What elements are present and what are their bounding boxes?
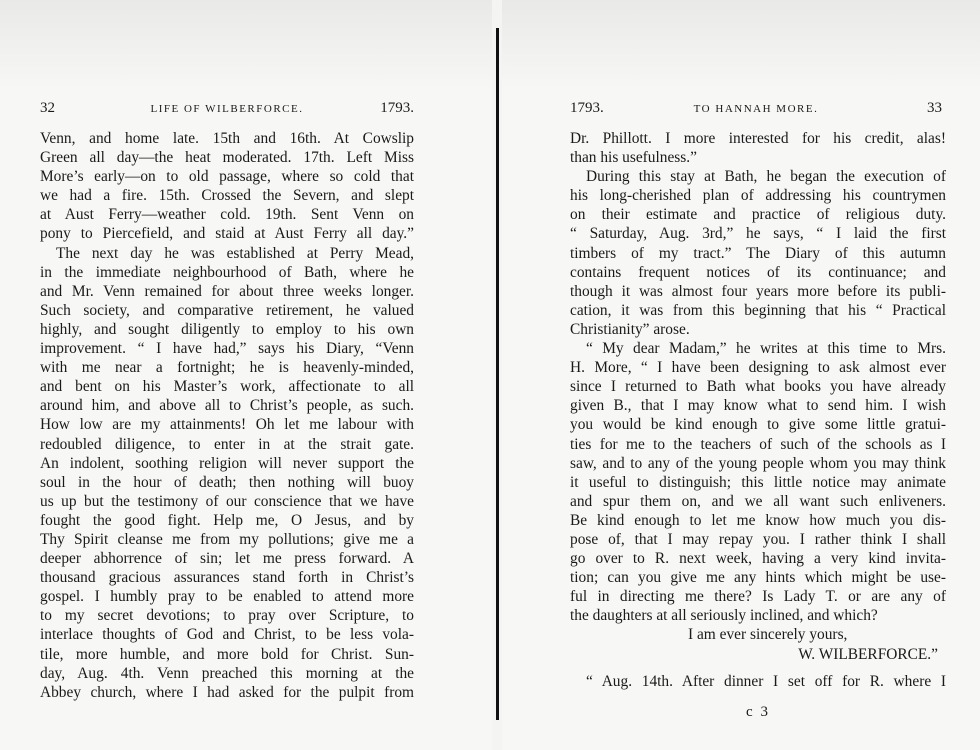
text-line: The next day he was established at Perry Mead, xyxy=(56,244,414,262)
text-line: H. More, “ I have been designing to ask almost ever xyxy=(570,359,946,377)
text-line: Thy Spirit cleanse me from my pollutions; give me a xyxy=(40,530,414,548)
text-line: since I returned to Bath what books you have already xyxy=(570,378,946,396)
text-line: to my secret devotions; to pray over Scripture, to xyxy=(40,607,414,625)
gutter-shadow xyxy=(496,28,499,720)
text-line: thousand gracious assurances stand forth in Christ’s xyxy=(40,569,414,587)
text-line: us up but the testimony of our conscience that we have xyxy=(40,492,414,510)
right-running-head xyxy=(570,99,942,117)
text-line: timbers of my tract.” The Diary of this autumn xyxy=(570,244,946,262)
letter-signature: W. WILBERFORCE.” xyxy=(798,645,938,663)
text-line: cation, it was from this beginning that his “ Practical xyxy=(570,301,946,319)
text-line: improvement. “ I have had,” says his Diary, “Venn xyxy=(40,340,414,358)
text-line: gospel. I humbly pray to be enabled to attend more xyxy=(40,588,414,606)
text-line: “ Saturday, Aug. 3rd,” he says, “ I laid the first xyxy=(570,225,946,243)
text-line: tile, more humble, and more bold for Christ. Sun- xyxy=(40,645,414,663)
running-year: 1793. xyxy=(380,100,414,116)
text-line: fought the good fight. Help me, O Jesus, and by xyxy=(40,511,414,529)
text-line: contains frequent notices of its continuance; and xyxy=(570,263,946,281)
page-shading xyxy=(0,0,492,90)
text-line: his long-cherished plan of addressing his countrymen xyxy=(570,187,946,205)
text-line: ful in directing me there? Is Lady T. or are any of xyxy=(570,588,946,606)
page-number: 32 xyxy=(40,100,55,116)
text-line: soul in the hour of death; then nothing will buoy xyxy=(40,473,414,491)
text-line: than his usefulness.” xyxy=(570,149,697,167)
text-line: redoubled diligence, to enter in at the strait gate. xyxy=(40,435,414,453)
text-line: highly, and sought diligently to employ to his own xyxy=(40,320,414,338)
text-line: saw, and to any of the young people whom you may think xyxy=(570,454,946,472)
text-line: “ My dear Madam,” he writes at this time to Mrs. xyxy=(586,340,946,358)
text-line: Abbey church, where I had asked for the pulpit from xyxy=(40,683,414,701)
text-line: around him, and above all to Christ’s people, as such. xyxy=(40,397,414,415)
book-gutter xyxy=(492,28,502,720)
text-line: ties for me to the teachers of such of the schools as I xyxy=(570,435,946,453)
right-body-text xyxy=(570,129,946,691)
text-line: with me near a fortnight; he is heavenly-minded, xyxy=(40,359,414,377)
text-line: and bent on his Master’s work, affectionate to all xyxy=(40,378,414,396)
text-line: you would be kind enough to give some little gratui- xyxy=(570,416,946,434)
text-line: An indolent, soothing religion will never support the xyxy=(40,454,414,472)
text-line: During this stay at Bath, he began the execution of xyxy=(586,168,946,186)
text-line: at Aust Ferry—weather cold. 19th. Sent Venn on xyxy=(40,206,414,224)
text-line: Christianity” arose. xyxy=(570,320,690,338)
text-line: go over to R. next week, having a very kind invita- xyxy=(570,550,946,568)
left-running-head xyxy=(40,99,414,117)
left-body-text xyxy=(40,129,414,702)
text-line: it useful to distinguish; this little notice may animate xyxy=(570,473,946,491)
text-line: “ Aug. 14th. After dinner I set off for R. where I xyxy=(586,672,946,690)
text-line: we had a fire. 15th. Crossed the Severn, and slept xyxy=(40,187,414,205)
signature-mark: c 3 xyxy=(746,704,770,720)
text-line: tion; can you give me any hints which might be use- xyxy=(570,569,946,587)
text-line: How low are my attainments! Oh let me labour with xyxy=(40,416,414,434)
text-line: interlace thoughts of God and Christ, to be less vola- xyxy=(40,626,414,644)
running-year: 1793. xyxy=(570,100,604,116)
page-shading xyxy=(502,0,980,90)
text-line: and Mr. Venn remained for about three weeks longer. xyxy=(40,282,414,300)
text-line: Venn, and home late. 15th and 16th. At Cowslip xyxy=(40,130,414,147)
text-line: More’s early—on to old passage, where so cold that xyxy=(40,168,414,186)
text-line: pose of, that I may repay you. I rather think I shall xyxy=(570,530,946,548)
text-line: on their estimate and practice of religious duty. xyxy=(570,206,946,224)
text-line: Green all day—the heat moderated. 17th. Left Miss xyxy=(40,149,414,167)
text-line: given B., that I may know what to send him. I wish xyxy=(570,397,946,415)
text-line: the daughters at all seriously inclined, and which? xyxy=(570,607,878,625)
text-line: in the immediate neighbourhood of Bath, where he xyxy=(40,263,414,281)
text-line: Such society, and comparative retirement, he valued xyxy=(40,301,414,319)
text-line: and spur them on, and we all want such enliveners. xyxy=(570,492,946,510)
letter-closing: I am ever sincerely yours, xyxy=(688,626,848,644)
page-number: 33 xyxy=(927,100,942,116)
text-line: Be kind enough to let me know how much you dis- xyxy=(570,511,946,529)
text-line: day, Aug. 4th. Venn preached this morning at the xyxy=(40,664,414,682)
text-line: pony to Piercefield, and staid at Aust Ferry all day.” xyxy=(40,225,414,243)
running-title: TO HANNAH MORE. xyxy=(693,103,819,115)
text-line: deeper abhorrence of sin; let me press forward. A xyxy=(40,550,414,568)
text-line: though it was almost four years more before its publi- xyxy=(570,282,946,300)
running-title: LIFE OF WILBERFORCE. xyxy=(150,103,304,115)
right-page xyxy=(502,0,980,750)
text-line: Dr. Phillott. I more interested for his credit, alas! xyxy=(570,130,946,147)
